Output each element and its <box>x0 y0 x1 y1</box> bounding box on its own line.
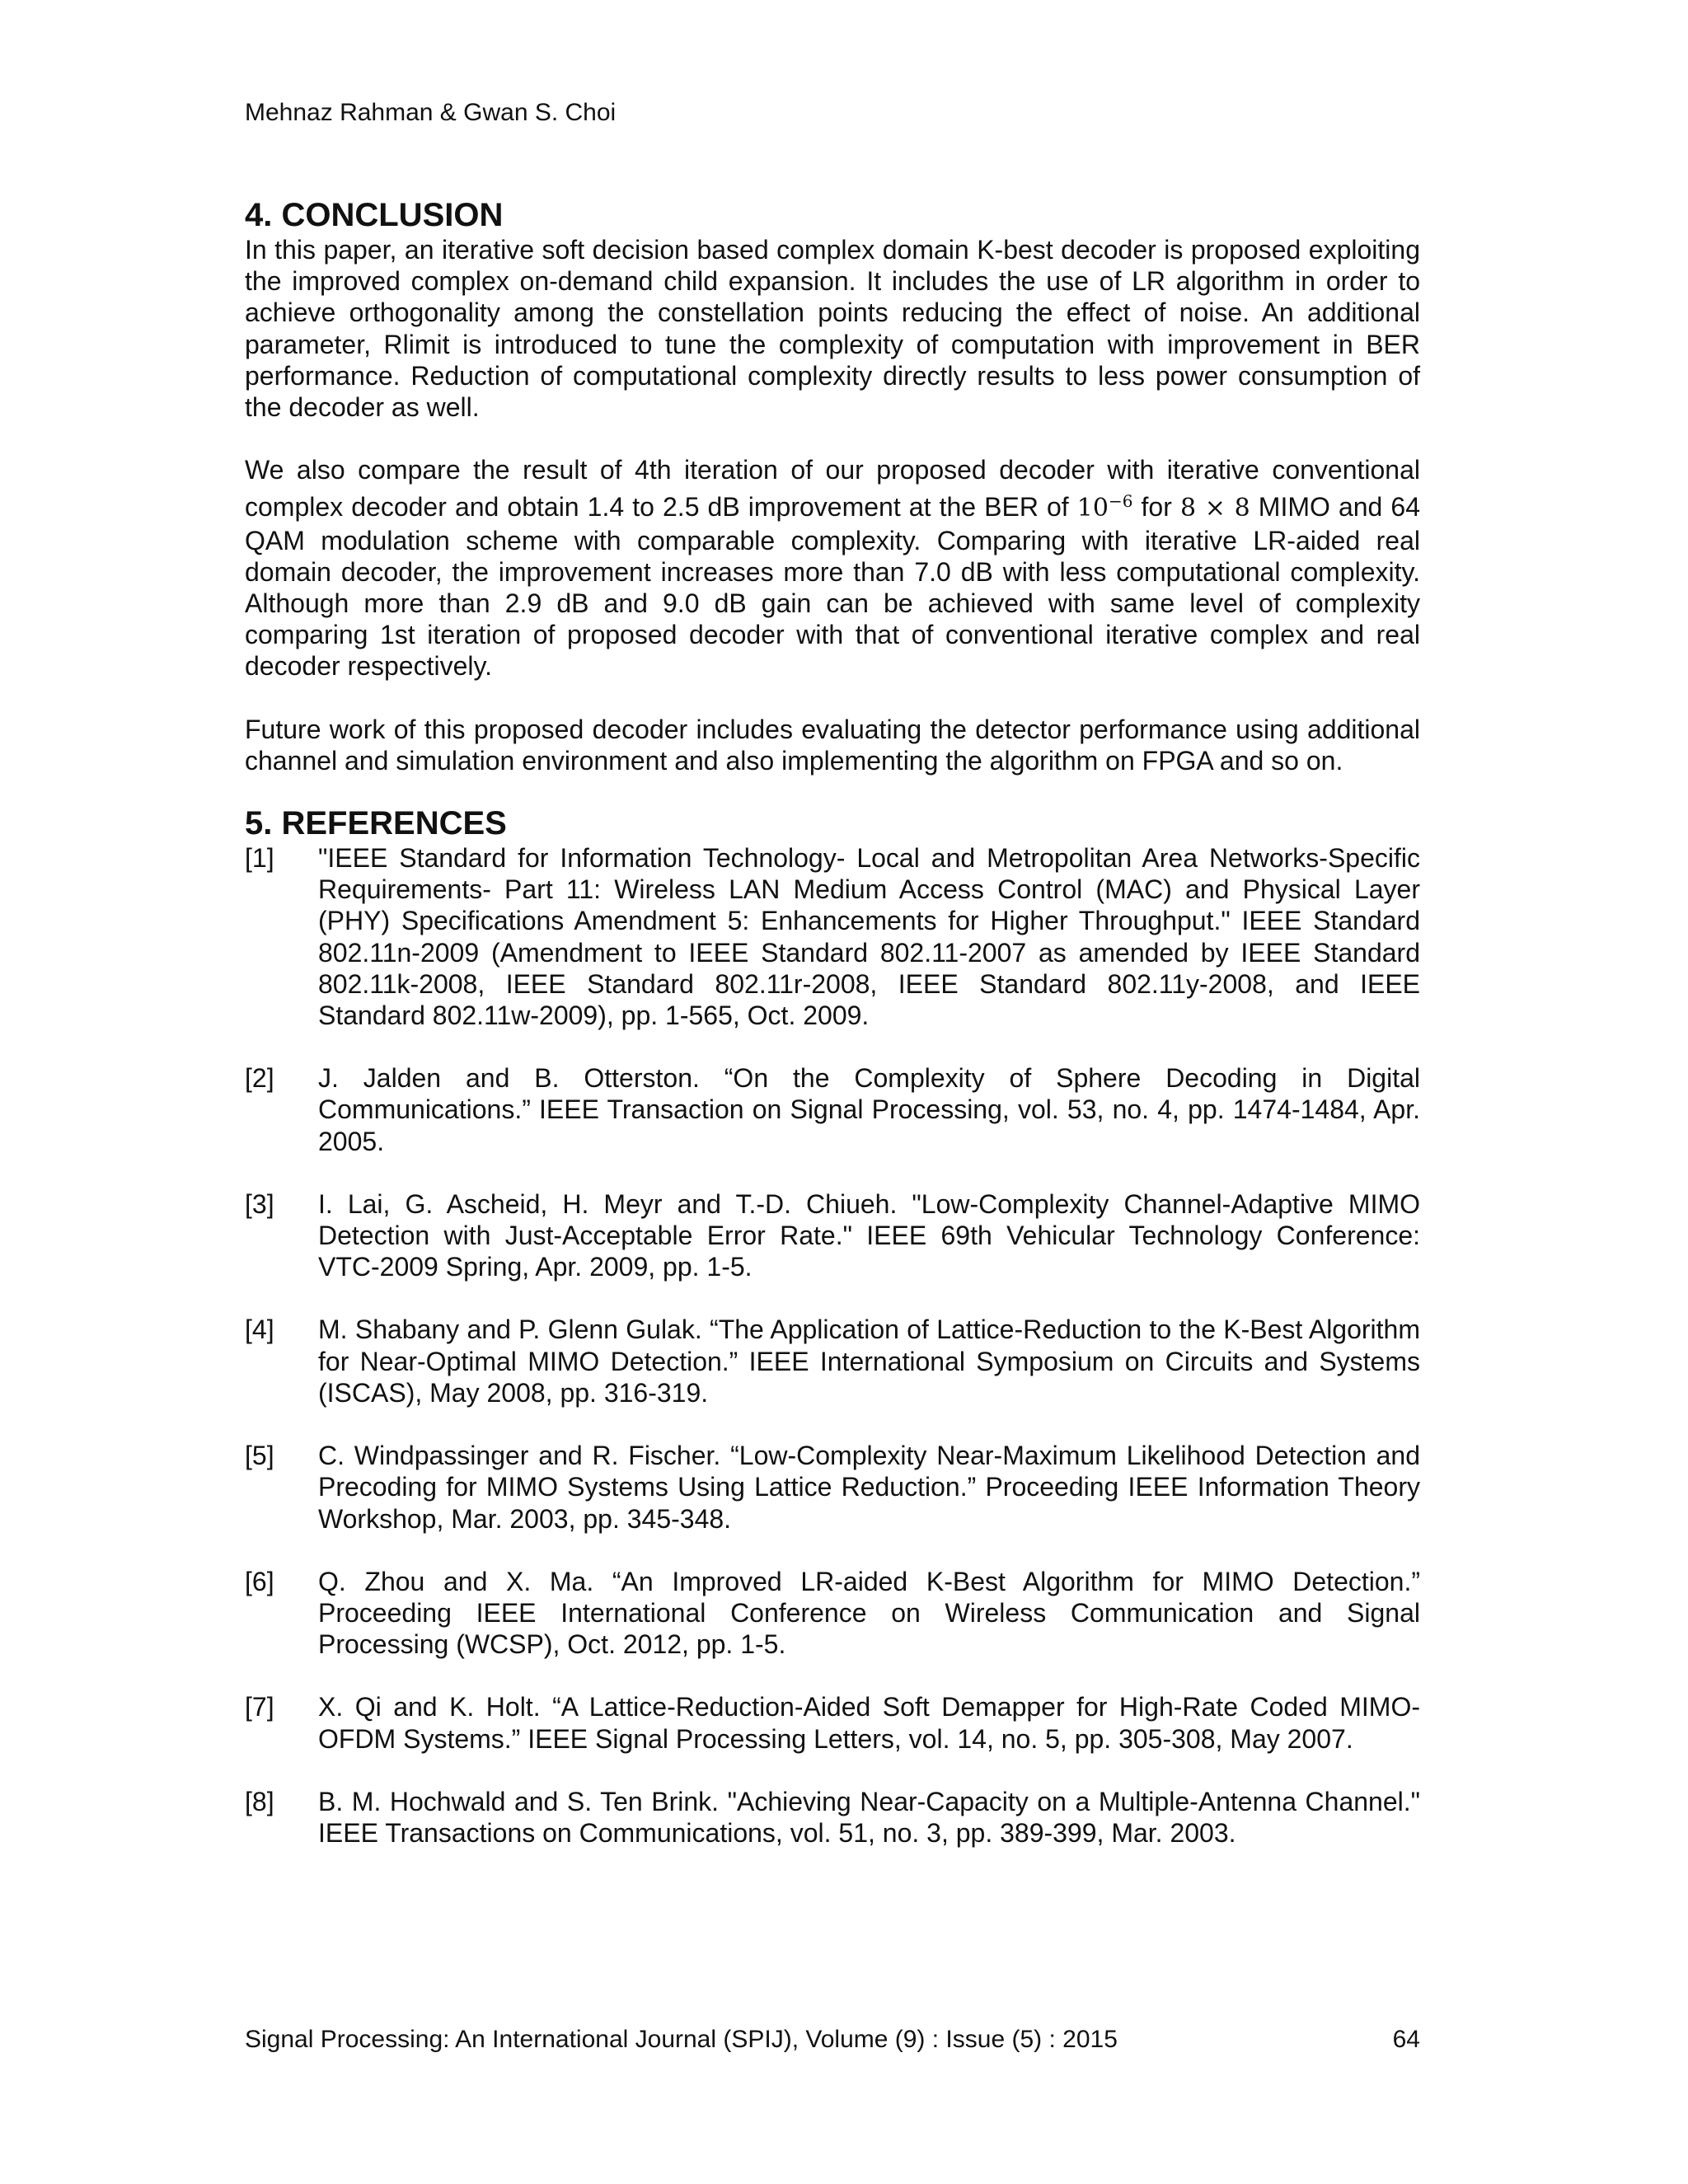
page-content <box>245 196 1420 1849</box>
reference-number: [1] <box>245 843 274 874</box>
ber-exponent: −6 <box>1108 491 1133 512</box>
page-number: 64 <box>1392 2026 1420 2053</box>
p2-text-b: for <box>1132 492 1180 523</box>
reference-number: [2] <box>245 1063 274 1094</box>
reference-item <box>245 1188 1420 1283</box>
reference-text: "IEEE Standard for Information Technology- Local and Metropolitan Area Networks-Specific Requirements- Part 11: Wireless LAN Medium Access Control (MAC) and Physical Layer (PHY) Specifications Amendment 5: Enhancements for Higher Throughput." IEEE Standard 802.11n-2009 (Amendment to IEEE Standard 802.11-2007 as amended by IEEE Standard 802.11k-2008, IEEE Standard 802.11r-2008, IEEE Standard 802.11y-2008, and IEEE Standard 802.11w-2009), pp. 1-565, Oct. 2009. <box>318 843 1420 1031</box>
reference-item <box>245 1691 1420 1754</box>
reference-number: [6] <box>245 1566 274 1596</box>
reference-item <box>245 1314 1420 1408</box>
reference-text: M. Shabany and P. Glenn Gulak. “The Application of Lattice-Reduction to the K-Best Algorithm for Near-Optimal MIMO Detection.” IEEE International Symposium on Circuits and Systems (ISCAS), May 2008, pp. 316-319. <box>318 1315 1420 1408</box>
reference-number: [3] <box>245 1188 274 1219</box>
reference-number: [5] <box>245 1441 274 1471</box>
reference-text: Q. Zhou and X. Ma. “An Improved LR-aided K-Best Algorithm for MIMO Detection.” Proceeding IEEE International Conference on Wireless Communication and Signal Processing (WCSP), Oct. 2012, pp. 1-5. <box>318 1566 1420 1660</box>
ber-value <box>1076 491 1133 523</box>
reference-item <box>245 842 1420 1031</box>
reference-text: J. Jalden and B. Otterston. “On the Complexity of Sphere Decoding in Digital Communications.” IEEE Transaction on Signal Processing, vol. 53, no. 4, pp. 1474-1484, Apr. 2005. <box>318 1063 1420 1156</box>
references-heading: 5. REFERENCES <box>245 805 507 842</box>
conclusion-paragraph-1: In this paper, an iterative soft decision based complex domain K-best decoder is proposed exploiting the improved complex on-demand child expansion. It includes the use of LR algorithm in order to achieve orthogonality among the constellation points reducing the effect of noise. An additional parameter, Rlimit is introduced to tune the complexity of computation with improvement in BER performance. Reduction of computational complexity directly results to less power consumption of the decoder as well. <box>245 235 1420 423</box>
conclusion-paragraph-2 <box>245 454 1420 682</box>
reference-number: [7] <box>245 1692 274 1722</box>
reference-text: C. Windpassinger and R. Fischer. “Low-Complexity Near-Maximum Likelihood Detection and Precoding for MIMO Systems Using Lattice Reduction.” Proceeding IEEE Information Theory Workshop, Mar. 2003, pp. 345-348. <box>318 1441 1420 1534</box>
p2-text-c: MIMO and 64 QAM modulation scheme with comparable complexity. Comparing with iterative LR-aided real domain decoder, the improvement increases more than 7.0 dB with less computational complexity. Although more than 2.9 dB and 9.0 dB gain can be achieved with same level of complexity comparing 1st iteration of proposed decoder with that of conventional iterative complex and real decoder respectively. <box>245 492 1421 682</box>
reference-item <box>245 1786 1420 1849</box>
reference-number: [4] <box>245 1315 274 1345</box>
reference-number: [8] <box>245 1786 274 1816</box>
ber-base: 10 <box>1076 494 1109 523</box>
conclusion-heading: 4. CONCLUSION <box>245 197 504 233</box>
conclusion-paragraph-3: Future work of this proposed decoder includes evaluating the detector performance using additional channel and simulation environment and also implementing the algorithm on FPGA and so on. <box>245 714 1420 776</box>
mimo-size: 8 × 8 <box>1179 494 1250 523</box>
reference-item <box>245 1440 1420 1535</box>
journal-citation: Signal Processing: An International Journal (SPIJ), Volume (9) : Issue (5) : 2015 <box>245 2026 1118 2053</box>
reference-text: X. Qi and K. Holt. “A Lattice-Reduction-Aided Soft Demapper for High-Rate Coded MIMO-OFDM Systems.” IEEE Signal Processing Letters, vol. 14, no. 5, pp. 305-308, May 2007. <box>318 1692 1420 1754</box>
reference-item <box>245 1062 1420 1157</box>
reference-text: B. M. Hochwald and S. Ten Brink. "Achieving Near-Capacity on a Multiple-Antenna Channel." IEEE Transactions on Communications, vol. 51, no. 3, pp. 389-399, Mar. 2003. <box>318 1786 1420 1848</box>
page-footer <box>245 2024 1420 2055</box>
p2-text-a: We also compare the result of 4th iteration of our proposed decoder with iterative conventional complex decoder and obtain 1.4 to 2.5 dB improvement at the BER of <box>245 455 1420 523</box>
running-header: Mehnaz Rahman & Gwan S. Choi <box>245 99 617 126</box>
reference-item <box>245 1566 1420 1661</box>
reference-list <box>245 842 1420 1849</box>
reference-text: I. Lai, G. Ascheid, H. Meyr and T.-D. Chiueh. "Low-Complexity Channel-Adaptive MIMO Detection with Just-Acceptable Error Rate." IEEE 69th Vehicular Technology Conference: VTC-2009 Spring, Apr. 2009, pp. 1-5. <box>318 1188 1420 1282</box>
